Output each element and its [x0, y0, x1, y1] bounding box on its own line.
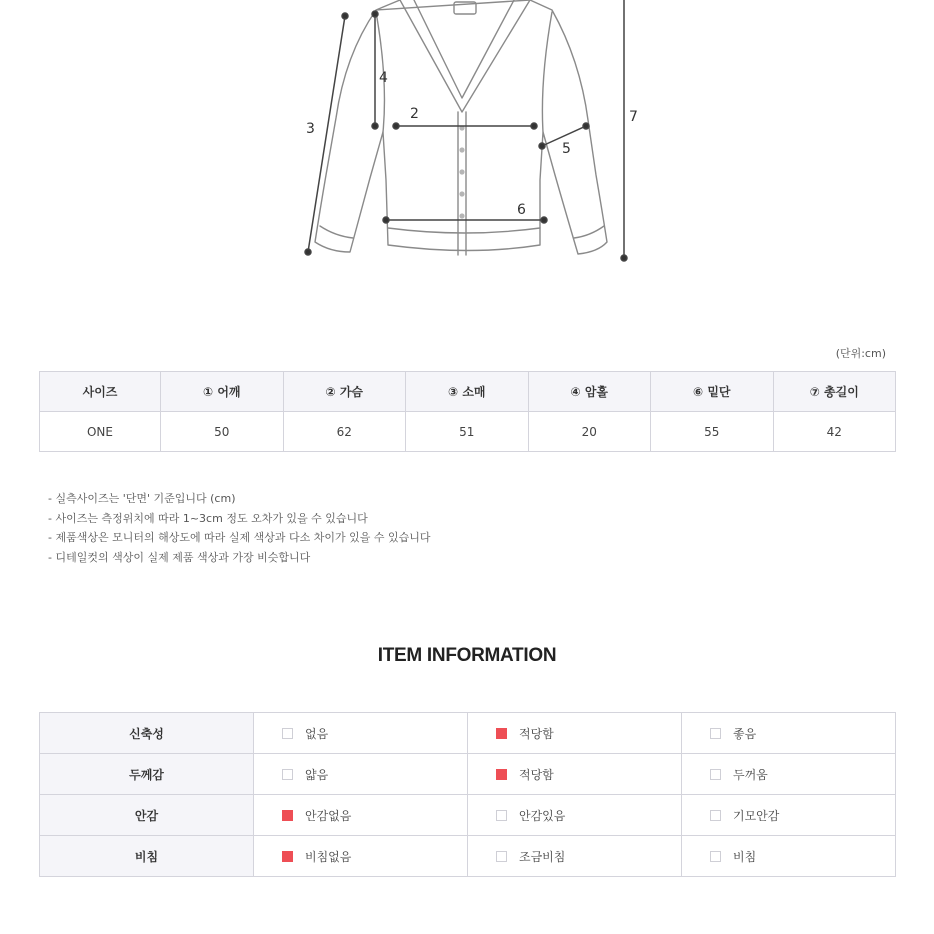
- item-info-option-label: 두꺼움: [733, 767, 768, 782]
- item-info-option-label: 비침없음: [305, 849, 352, 864]
- size-cell: 42: [773, 412, 896, 452]
- checked-box-icon: [496, 728, 507, 739]
- item-info-option: [682, 836, 896, 877]
- unchecked-box-icon: [496, 851, 507, 862]
- item-info-label: 두께감: [40, 754, 254, 795]
- label-7: 7: [629, 109, 638, 125]
- unit-note: (단위:cm): [835, 347, 886, 360]
- item-info-option: [682, 754, 896, 795]
- unchecked-box-icon: [710, 851, 721, 862]
- size-header-cell: ⑥ 밑단: [651, 372, 774, 412]
- cardigan-buttons: [459, 125, 464, 218]
- unchecked-box-icon: [710, 810, 721, 821]
- item-info-option-label: 없음: [305, 726, 329, 741]
- item-information-title: ITEM INFORMATION: [377, 645, 557, 666]
- size-table-header-row: [40, 372, 896, 412]
- label-2: 2: [410, 106, 419, 122]
- unchecked-box-icon: [710, 728, 721, 739]
- checked-box-icon: [496, 769, 507, 780]
- item-info-label: 비침: [40, 836, 254, 877]
- item-info-option-label: 비침: [733, 849, 757, 864]
- item-information-table: [39, 712, 896, 877]
- cardigan-measurement-diagram: [0, 0, 934, 300]
- item-info-option: [682, 713, 896, 754]
- size-note: - 디테일컷의 색상이 실제 제품 색상과 가장 비슷합니다: [48, 550, 311, 564]
- size-cell: 62: [283, 412, 406, 452]
- item-info-option: [254, 795, 468, 836]
- size-header-cell: ⑦ 총길이: [773, 372, 896, 412]
- label-4: 4: [379, 70, 388, 86]
- size-header-cell: ④ 암홀: [528, 372, 651, 412]
- unchecked-box-icon: [282, 769, 293, 780]
- size-cell: ONE: [40, 412, 161, 452]
- item-info-option-label: 기모안감: [733, 808, 780, 823]
- item-info-row: [40, 754, 896, 795]
- label-6: 6: [517, 202, 526, 218]
- unchecked-box-icon: [496, 810, 507, 821]
- item-info-row: [40, 836, 896, 877]
- item-info-option: [468, 795, 682, 836]
- checked-box-icon: [282, 810, 293, 821]
- size-note: - 실측사이즈는 '단면' 기준입니다 (cm): [48, 492, 236, 505]
- label-3: 3: [306, 121, 315, 137]
- item-info-option: [682, 795, 896, 836]
- size-cell: 20: [528, 412, 651, 452]
- item-info-option-label: 적당함: [519, 726, 554, 741]
- size-table: [39, 371, 896, 452]
- item-info-option: [254, 713, 468, 754]
- size-header-cell: ② 가슴: [283, 372, 406, 412]
- item-info-option-label: 안감없음: [305, 808, 352, 823]
- item-info-option-label: 적당함: [519, 767, 554, 782]
- size-note: - 사이즈는 측정위치에 따라 1~3cm 정도 오차가 있을 수 있습니다: [48, 511, 368, 525]
- size-header-cell: ① 어깨: [161, 372, 284, 412]
- item-info-option: [468, 713, 682, 754]
- size-header-cell: ③ 소매: [406, 372, 529, 412]
- checked-box-icon: [282, 851, 293, 862]
- unchecked-box-icon: [282, 728, 293, 739]
- item-info-option: [468, 754, 682, 795]
- item-info-option: [468, 836, 682, 877]
- item-info-option-label: 좋음: [733, 726, 757, 741]
- item-info-option: [254, 836, 468, 877]
- label-5: 5: [562, 141, 571, 157]
- size-note: - 제품색상은 모니터의 해상도에 따라 실제 색상과 다소 차이가 있을 수 있습니다: [48, 531, 431, 544]
- item-info-label: 신축성: [40, 713, 254, 754]
- item-info-label: 안감: [40, 795, 254, 836]
- size-table-row: [40, 412, 896, 452]
- item-info-option-label: 얇음: [305, 767, 329, 782]
- item-info-option: [254, 754, 468, 795]
- item-info-row: [40, 795, 896, 836]
- size-cell: 51: [406, 412, 529, 452]
- size-notes: [48, 489, 430, 567]
- item-info-option-label: 안감있음: [519, 808, 566, 823]
- size-header-cell: 사이즈: [40, 372, 161, 412]
- item-info-option-label: 조금비침: [519, 849, 566, 864]
- size-cell: 55: [651, 412, 774, 452]
- unchecked-box-icon: [710, 769, 721, 780]
- item-info-row: [40, 713, 896, 754]
- size-cell: 50: [161, 412, 284, 452]
